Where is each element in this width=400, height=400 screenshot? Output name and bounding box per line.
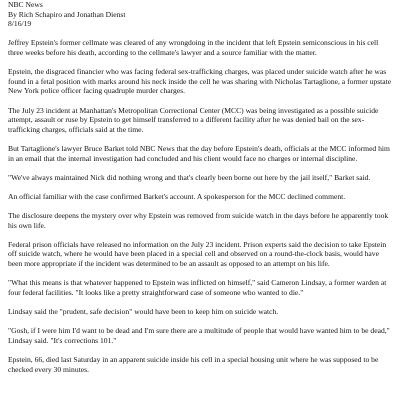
paragraph: But Tartaglione's lawyer Bruce Barket told NBC News that the day before Epstein's death, officials at the MCC informed him in an email that the internal investigation had concluded and his client would face no charges or internal discipline. [8, 143, 390, 163]
paragraph: Lindsay said the "prudent, safe decision" would have been to keep him on suicide watch. [8, 307, 279, 316]
paragraph: Jeffrey Epstein's former cellmate was cleared of any wrongdoing in the incident that left Epstein semiconscious in his cell three weeks before his death, according to the cellmate's lawyer and a source familiar with the matter. [8, 38, 379, 57]
article-header [8, 0, 394, 29]
paragraph: "We've always maintained Nick did nothing wrong and that's clearly been borne out here by the jail itself," Barket said. [8, 172, 371, 182]
byline: By Rich Schapiro and Jonathan Dienst [8, 9, 126, 19]
paragraph: "What this means is that whatever happened to Epstein was inflicted on himself," said Cameron Lindsay, a former warden at four federal facilities. "It looks like a pretty straightforward case of someone who wanted to die." [8, 278, 387, 297]
paragraph: Epstein, 66, died last Saturday in an apparent suicide inside his cell in a special housing unit where he was supposed to be checked every 30 minutes. [8, 354, 379, 374]
document-page [8, 0, 394, 384]
paragraph: Federal prison officials have released no information on the July 23 incident. Prison experts said the decision to take Epstein off suicide watch, where he would have been placed in a special cell and observed on a round-the-clock basis, would have been more appropriate if the incident was determined to be an assault as opposed to an attempt on his life. [8, 239, 387, 269]
paragraph: The disclosure deepens the mystery over why Epstein was removed from suicide watch in the days before he apparently took his own life. [8, 211, 389, 230]
article-date: 8/16/19 [8, 19, 32, 29]
paragraph: An official familiar with the case confirmed Barket's account. A spokesperson for the MCC declined comment. [8, 191, 346, 201]
paragraph: "Gosh, if I were him I'd want to be dead and I'm sure there are a multitude of people that would have wanted him to be dead," Lindsay said. "It's corrections 101." [8, 326, 390, 345]
news-source: NBC News [8, 0, 43, 9]
paragraph: Epstein, the disgraced financier who was facing federal sex-trafficking charges, was placed under suicide watch after he was found in a fetal position with marks around his neck inside the cell he was sharing with Nicholas Tartaglione, a former upstate New York police officer facing quadruple murder charges. [8, 67, 392, 96]
paragraph: The July 23 incident at Manhattan's Metropolitan Correctional Center (MCC) was being investigated as a possible suicide attempt, assault or ruse by Epstein to get himself transferred to a different facility after he was denied bail on the sex-trafficking charges, officials said at the time. [8, 105, 379, 134]
article-body [8, 38, 394, 374]
